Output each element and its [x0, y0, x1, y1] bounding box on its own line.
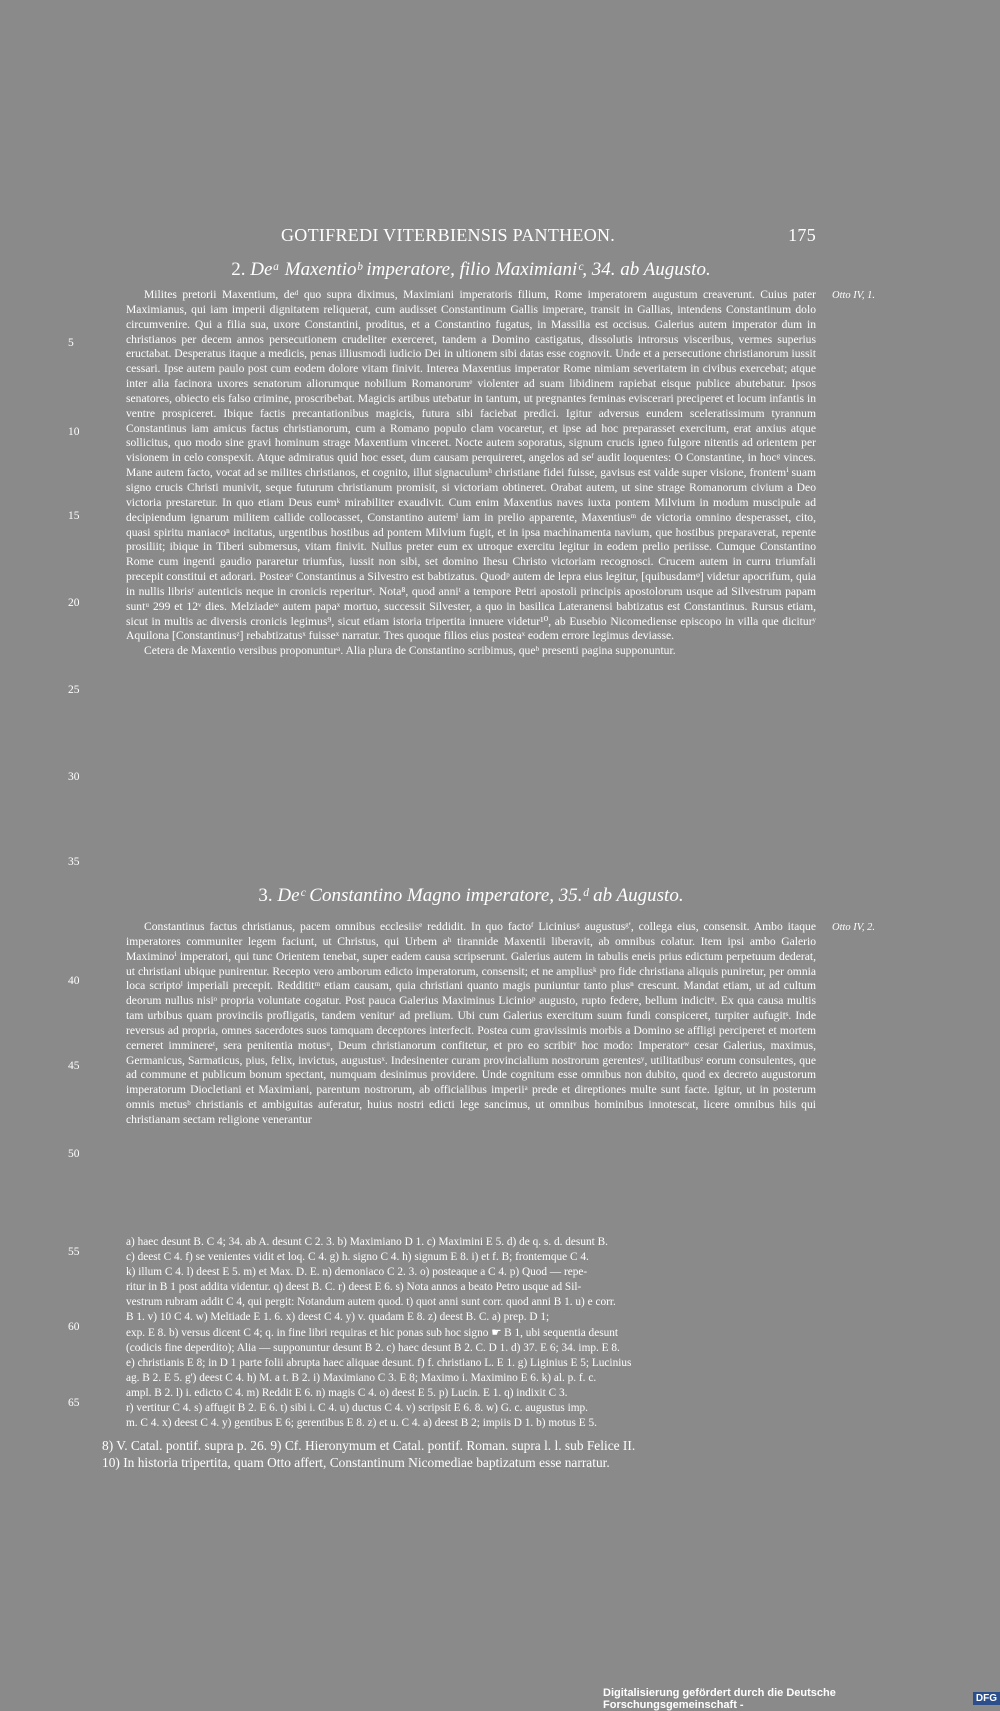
- section-3-heading: [126, 884, 816, 908]
- line-number: 50: [68, 1148, 80, 1160]
- funding-credit: [603, 1688, 1000, 1709]
- line-number: 45: [68, 1060, 80, 1072]
- line-number: 35: [68, 856, 80, 868]
- footnotes: [102, 1437, 816, 1471]
- line-number: 60: [68, 1321, 80, 1333]
- apparatus-line: k) illum C 4. l) deest E 5. m) et Max. D. E. n) demoniaco C 2. 3. o) posteaque a C 4. p) Quod — repe-: [126, 1266, 588, 1279]
- line-number: 40: [68, 975, 80, 987]
- apparatus-line: ag. B 2. E 5. g') deest C 4. h) M. a t. B 2. i) Maximiano C 3. E 8; Maximo i. Maximino E 6. k) al. p. f. c.: [126, 1371, 597, 1384]
- critical-apparatus: [126, 1235, 816, 1431]
- apparatus-line: vestrum rubram addit C 4, qui pergit: Notandum autem quod. t) quot anni sunt corr. quod anni B 1. u) e corr.: [126, 1296, 616, 1309]
- credit-text: Digitalisierung gefördert durch die Deutsche Forschungsgemeinschaft -: [603, 1686, 836, 1711]
- section-2-paragraph: Milites pretorii Maxentium, deᵈ quo supra diximus, Maximiani imperatoris filium, Rome imperatorem augustum creaverunt. Cuius pater Maximianus, qui iam imperii dignitatem reliquerat, cum audisset Constantinum Gallis imperare, transit in Gallias, intendens Constantinum dolo circumvenire. Qui a filia sua, uxore Constantini, proditus, et a Constantino fugatus, in Massilia est occisus. Galerius autem imperator dum in christianos per decem annos persecutionem crudeliter exerceret, tandem a Domino castigatus, dissolutis introrsus visceribus, vermes superius eructabat. Desperatus itaque a medicis, penas illiusmodi iudicio Dei in ultionem sibi datas esse cognovit. Unde et a persecutione christianorum iussit cessari. Ipse autem paulo post cum eodem dolore vitam finivit. Interea Maxentius imperator Rome nimiam severitatem in civibus exercebat; atque inter alia facinora uxores senatorum aliorumque nobilium Romanorumᵉ violenter ad suam libidinem rapiebat eisque publice abutebatur. Ipsos senatores, obiecto eis falso crimine, proscribebat. Magicis artibus utebatur in tantum, ut pregnantes feminas eviscerari preciperet et locum infantis in ventre prospiceret. Ibique factis precantationibus magicis, futura sibi faciebat predici. Igitur adversus eundem sceleratissimum tyrannum Constantinus iam amicus factus christianorum, cum a Romano populo clam vocaretur, et ipse ad hoc preparasset exercitum, erat anxius atque sollicitus, quo modo sine gravi hominum strage Maxentium vinceret. Nocte autem soporatus, signum crucis igneo fulgore nitentis ad orientem per visionem in celo conspexit. Atque admiratus quid hoc esset, dum causam perquireret, angelos ad seᶠ audit loquentes: O Constantine, in hocᵍ vinces. Mane autem facto, vocat ad se milites christianos, et cognito, illut signaculumʰ christiane fidei fuisse, gavisus est valde super visione, frontemⁱ suam signo crucis Christi munivit, seque futurum christianum promisit, si victoriam obtineret. Orabat autem, ut sine strage Romanorum civium a Deo victoria prestaretur. In quo etiam Deus eumᵏ mirabiliter exaudivit. Cum enim Maxentius naves iuxta pontem Milvium in modum muscipule ad decipiendum ignarum militem callide collocasset, Constantino autemˡ iam in prelio apparente, Maxentiusᵐ de victoria omnino desperasset, cito, quasi spiritu maniacoⁿ incitatus, urgentibus hostibus ad pontem Milvium fugit, et in ipsa machinamenta navium, que hostibus preparaverat, repente prosiliit; ibique in Tiberi submersus, vitam finivit. Nullus preter eum ex utroque exercitu legitur in eodem prelio periisse. Cumque Constantino Rome cum ingenti gaudio pararetur triumfus, iussit non sibi, set domino Ihesu Christo victoriam recognosci. Crucem autem in curru triumfali precepit constitui et adorari. Posteaᵒ Constantinus a Silvestro est babtizatus. Quodᵖ autem de lepra eius legitur, [quibusdamᵠ] videtur apocrifum, quia in nullis librisʳ autenticis neque in cronicis reperiturˢ. Nota⁸, quod anniᵗ a tempore Petri apostoli principis apostolorum usque ad Silvestrum papam suntᵘ 299 et 12ᵛ dies. Melziadeʷ autem papaˣ mortuo, successit Silvester, a quo in basilica Lateranensi babtizatus est Constantinus. Rursus etiam, sicut in multis ac diversis cronicis legimus⁹, sicut etiam istoria tripertita innuere videtur¹⁰, ab Eusebio Nicomediense episcopo in villa que diciturʸ Aquilona [Constantinusᶻ] rebabtizatusˣ fuisseˣ narratur. Tres quoque filios eius posteaˣ eodem errore legimus deviasse.: [126, 288, 816, 643]
- running-title: GOTIFREDI VITERBIENSIS PANTHEON.: [281, 225, 616, 245]
- section-3-paragraph: Constantinus factus christianus, pacem omnibus ecclesiisᵉ reddidit. In quo factoᶠ Liciniusᵍ augustusᵍ', collega eius, consensit. Ambo itaque imperatores communiter legem faciunt, ut Christus, qui Urbem aʰ tirannide Maxentii liberavit, ab omnibus colatur. Item ipsi ambo Galerio Maximinoⁱ imperatori, qui tunc Orientem tenebat, super eadem causa scripserunt. Galerius autem in tabulis eneis prius edictum perpetuum dederat, ut christiani ubique punirentur. Recepto vero amborum edicto imperatorum, consensit; et ne ampliusᵏ pro fide christiana aliquis puniretur, per omnia loca scriptoˡ imperiali precepit. Reddititᵐ etiam causam, quia christiani quanto magis puniuntur tanto plusⁿ crescunt. Mandat etiam, ut ad cultum deorum nullus nisiᵒ propria voluntate cogatur. Post pauca Galerius Maximinus Licinioᵖ augusto, rupto federe, bellum indicitᵠ. Ex qua causa multis tam urbibus quam provinciis profligatis, tandem veniturʳ ad prelium. Ubi cum Galerius exercitum suum fundi conspiceret, turpiter aufugitˢ. Inde reversus ad propria, omnes sacerdotes suos tamquam deceptores interfecit. Postea cum gravissimis morbis a Domino se affligi perciperet et mortem cerneret imminereᵗ, sera penitentia motusᵘ, Deum christianorum confitetur, et pro eo scribitᵛ hoc modo: Imperatorʷ cesar Galerius, maximus, Germanicus, Sarmaticus, pius, felix, invictus, augustusˣ. Indesinenter curam provincialium nostrorum gerentesʸ, utilitatibusᶻ eorum consulentes, que ad commune et publicum bonum spectant, numquam desinimus providere. Unde cognitum esse omnibus non dubito, quod ex decreto augustorum imperatorum Diocletiani et Maximiani, parentum nostrorum, ab officialibus imperiiᵃ prede et direptiones multe sunt facte. Igitur, ut in posterum omnis metusᵇ christianis et ambiguitas auferatur, huius nostri edicti lege sancimus, ut omnibus hominibus innotescat, licere omnibus hiis qui christianam sectam religione venerantur: [126, 920, 816, 1126]
- section-3-body: [126, 920, 816, 1128]
- line-number: 20: [68, 597, 80, 609]
- section-3-title: Deᶜ Constantino Magno imperatore, 35.ᵈ ab Augusto.: [277, 885, 684, 906]
- margin-note-section-3: Otto IV, 2.: [832, 922, 875, 933]
- apparatus-line: (codicis fine deperdito); Alia — supponuntur desunt B 2. c) haec desunt B 2. C. D 1. d) 37. E 6; 34. imp. E 8.: [126, 1341, 620, 1354]
- line-number: 15: [68, 510, 80, 522]
- section-3-number: 3.: [258, 885, 273, 906]
- apparatus-line: e) christianis E 8; in D 1 parte folii abrupta haec aliquae desunt. f) f. christiano L. E 1. g) Liginius E 5; Lucinius: [126, 1356, 632, 1369]
- apparatus-line: a) haec desunt B. C 4; 34. ab A. desunt C 2. 3. b) Maximiano D 1. c) Maximini E 5. d) de q. s. d. desunt B.: [126, 1236, 608, 1248]
- section-2-title: Deᵃ Maxentioᵇ imperatore, filio Maximianiᶜ, 34. ab Augusto.: [250, 259, 711, 280]
- page-number: 175: [788, 225, 816, 245]
- apparatus-line: ritur in B 1 post addita videntur. q) deest B. C. r) deest E 6. s) Nota annos a beato Petro usque ad Sil-: [126, 1281, 582, 1294]
- margin-note-section-2: Otto IV, 1.: [832, 290, 875, 301]
- line-number: 30: [68, 771, 80, 783]
- line-number: 65: [68, 1397, 80, 1409]
- line-number: 5: [68, 337, 74, 349]
- line-number: 10: [68, 426, 80, 438]
- apparatus-line: c) deest C 4. f) se venientes vidit et loq. C 4. g) h. signo C 4. h) signum E 8. i) et f. B; frontemque C 4.: [126, 1251, 589, 1264]
- apparatus-line: B 1. v) 10 C 4. w) Meltiade E 1. 6. x) deest C 4. y) v. quadam E 8. z) deest B. C. a) prep. D 1;: [126, 1311, 550, 1324]
- line-number: 25: [68, 684, 80, 696]
- apparatus-line: ampl. B 2. l) i. edicto C 4. m) Reddit E 6. n) magis C 4. o) deest E 5. p) Lucin. E 1. q) indixit C 3.: [126, 1386, 568, 1399]
- dfg-logo: DFG: [973, 1692, 1000, 1705]
- apparatus-line: m. C 4. x) deest C 4. y) gentibus E 6; gerentibus E 8. z) et u. C 4. a) deest B 2; impiis D 1. b) motus E 5.: [126, 1417, 597, 1430]
- section-2-heading: [126, 258, 816, 282]
- section-2-paragraph: Cetera de Maxentio versibus proponunturᵃ. Alia plura de Constantino scribimus, queᵇ presenti pagina supponuntur.: [144, 644, 676, 658]
- section-2-number: 2.: [231, 259, 246, 280]
- section-2-body: [126, 288, 816, 659]
- footnote-line: 8) V. Catal. pontif. supra p. 26. 9) Cf. Hieronymum et Catal. pontif. Roman. supra l. l. sub Felice II.: [102, 1438, 636, 1453]
- line-number: 55: [68, 1246, 80, 1258]
- apparatus-line: exp. E 8. b) versus dicent C 4; q. in fine libri requiras et hic ponas sub hoc signo ☛ B 1, ubi sequentia desunt: [126, 1326, 619, 1339]
- apparatus-line: r) vertitur C 4. s) affugit B 2. E 6. t) sibi i. C 4. u) ductus C 4. v) scripsit E 6. 8. w) G. c. augustus imp.: [126, 1402, 588, 1415]
- footnote-line: 10) In historia tripertita, quam Otto affert, Constantinum Nicomediae baptizatum esse narratur.: [102, 1455, 610, 1470]
